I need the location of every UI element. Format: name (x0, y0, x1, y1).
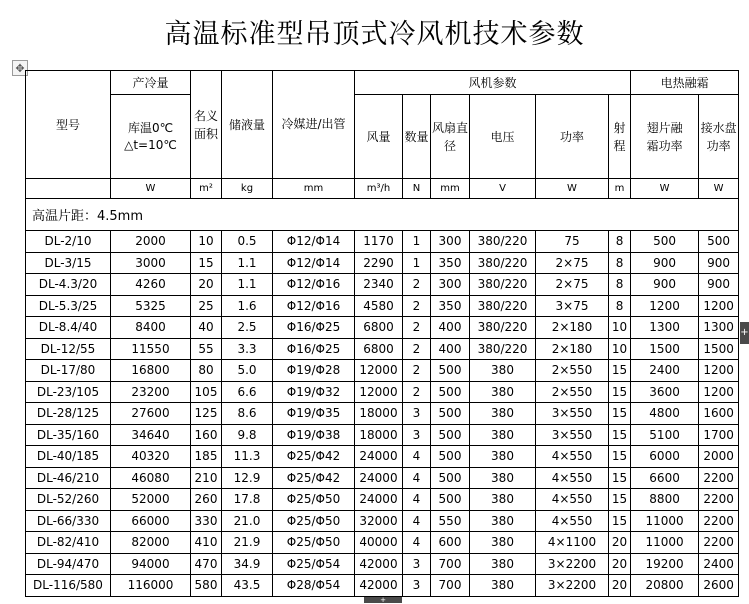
value-cell: 550 (431, 510, 470, 532)
value-cell: 380/220 (470, 295, 536, 317)
add-column-icon[interactable]: + (740, 322, 749, 344)
value-cell: 600 (431, 532, 470, 554)
value-cell: 350 (431, 295, 470, 317)
value-cell: Φ19/Φ35 (273, 403, 355, 425)
value-cell: 900 (699, 274, 739, 296)
value-cell: 470 (191, 553, 222, 575)
value-cell: 2×550 (536, 360, 609, 382)
unit-cell: W (536, 179, 609, 199)
value-cell: 40000 (355, 532, 403, 554)
model-cell: DL-66/330 (26, 510, 111, 532)
value-cell: 500 (699, 231, 739, 253)
value-cell: 300 (431, 231, 470, 253)
table-row (26, 424, 739, 446)
value-cell: Φ19/Φ32 (273, 381, 355, 403)
value-cell: Φ19/Φ28 (273, 360, 355, 382)
value-cell: 4×550 (536, 510, 609, 532)
value-cell: 400 (431, 317, 470, 339)
header-pipe: 冷媒进/出管 (273, 71, 355, 179)
model-cell: DL-8.4/40 (26, 317, 111, 339)
value-cell: 2×75 (536, 252, 609, 274)
value-cell: 34640 (111, 424, 191, 446)
table-row (26, 489, 739, 511)
value-cell: 3000 (111, 252, 191, 274)
value-cell: 19200 (631, 553, 699, 575)
document-title: 高温标准型吊顶式冷风机技术参数 (164, 19, 585, 50)
value-cell: 2200 (699, 510, 739, 532)
value-cell: 2000 (111, 231, 191, 253)
value-cell: 40 (191, 317, 222, 339)
value-cell: 15 (609, 381, 631, 403)
value-cell: 700 (431, 575, 470, 597)
value-cell: 15 (609, 403, 631, 425)
value-cell: 900 (631, 274, 699, 296)
value-cell: 15 (609, 467, 631, 489)
value-cell: 11550 (111, 338, 191, 360)
value-cell: 40320 (111, 446, 191, 468)
value-cell: Φ28/Φ54 (273, 575, 355, 597)
table-row (26, 338, 739, 360)
value-cell: 8400 (111, 317, 191, 339)
value-cell: 6600 (631, 467, 699, 489)
value-cell: 1500 (631, 338, 699, 360)
header-airflow: 风量 (355, 95, 403, 179)
model-cell: DL-40/185 (26, 446, 111, 468)
value-cell: 46080 (111, 467, 191, 489)
header-heat-group: 电热融霜 (631, 71, 739, 95)
unit-cell: W (699, 179, 739, 199)
table-row (26, 446, 739, 468)
value-cell: 12000 (355, 360, 403, 382)
value-cell: 380 (470, 381, 536, 403)
value-cell: Φ25/Φ50 (273, 532, 355, 554)
value-cell: Φ19/Φ38 (273, 424, 355, 446)
value-cell: 3 (403, 575, 431, 597)
value-cell: 6800 (355, 317, 403, 339)
header-fin-defrost: 翅片融霜功率 (631, 95, 699, 179)
value-cell: Φ12/Φ14 (273, 252, 355, 274)
table-row (26, 467, 739, 489)
value-cell: 105 (191, 381, 222, 403)
value-cell: 11.3 (222, 446, 273, 468)
section-label: 高温片距：4.5mm (26, 199, 739, 231)
unit-cell: mm (431, 179, 470, 199)
value-cell: 2400 (631, 360, 699, 382)
value-cell: 185 (191, 446, 222, 468)
value-cell: 380/220 (470, 274, 536, 296)
value-cell: 380 (470, 510, 536, 532)
value-cell: 82000 (111, 532, 191, 554)
value-cell: 410 (191, 532, 222, 554)
value-cell: 15 (609, 360, 631, 382)
header-voltage: 电压 (470, 95, 536, 179)
value-cell: 5100 (631, 424, 699, 446)
value-cell: 2×180 (536, 338, 609, 360)
value-cell: 380 (470, 532, 536, 554)
value-cell: 350 (431, 252, 470, 274)
value-cell: 260 (191, 489, 222, 511)
model-cell: DL-23/105 (26, 381, 111, 403)
header-tray-power: 接水盘功率 (699, 95, 739, 179)
value-cell: 380 (470, 553, 536, 575)
value-cell: Φ16/Φ25 (273, 317, 355, 339)
value-cell: 2.5 (222, 317, 273, 339)
value-cell: 11000 (631, 510, 699, 532)
value-cell: 3×2200 (536, 553, 609, 575)
value-cell: 24000 (355, 467, 403, 489)
value-cell: 8 (609, 295, 631, 317)
table-row (26, 575, 739, 597)
value-cell: 380 (470, 446, 536, 468)
value-cell: Φ25/Φ54 (273, 553, 355, 575)
model-cell: DL-17/80 (26, 360, 111, 382)
value-cell: 500 (431, 360, 470, 382)
value-cell: 24000 (355, 446, 403, 468)
table-body (26, 231, 739, 597)
value-cell: 1300 (699, 317, 739, 339)
table-row (26, 252, 739, 274)
value-cell: 2200 (699, 489, 739, 511)
value-cell: 8.6 (222, 403, 273, 425)
unit-cell: m² (191, 179, 222, 199)
value-cell: 52000 (111, 489, 191, 511)
value-cell: 2 (403, 381, 431, 403)
value-cell: Φ12/Φ16 (273, 274, 355, 296)
value-cell: 1600 (699, 403, 739, 425)
value-cell: 1.6 (222, 295, 273, 317)
header-throw: 射程 (609, 95, 631, 179)
value-cell: Φ16/Φ25 (273, 338, 355, 360)
value-cell: 1700 (699, 424, 739, 446)
value-cell: 9.8 (222, 424, 273, 446)
model-cell: DL-46/210 (26, 467, 111, 489)
value-cell: 4 (403, 446, 431, 468)
value-cell: 2×75 (536, 274, 609, 296)
value-cell: 160 (191, 424, 222, 446)
value-cell: 6800 (355, 338, 403, 360)
value-cell: 3600 (631, 381, 699, 403)
value-cell: 2340 (355, 274, 403, 296)
value-cell: 80 (191, 360, 222, 382)
value-cell: 8800 (631, 489, 699, 511)
value-cell: 15 (191, 252, 222, 274)
value-cell: 2200 (699, 532, 739, 554)
value-cell: 2400 (699, 553, 739, 575)
value-cell: 43.5 (222, 575, 273, 597)
value-cell: Φ25/Φ50 (273, 510, 355, 532)
value-cell: 17.8 (222, 489, 273, 511)
header-volume: 储液量 (222, 71, 273, 179)
value-cell: 900 (699, 252, 739, 274)
value-cell: 1200 (631, 295, 699, 317)
value-cell: 1.1 (222, 252, 273, 274)
value-cell: 55 (191, 338, 222, 360)
value-cell: 12.9 (222, 467, 273, 489)
value-cell: 1300 (631, 317, 699, 339)
value-cell: 125 (191, 403, 222, 425)
value-cell: 8 (609, 231, 631, 253)
value-cell: 3×550 (536, 403, 609, 425)
value-cell: 3×550 (536, 424, 609, 446)
value-cell: 580 (191, 575, 222, 597)
value-cell: 94000 (111, 553, 191, 575)
table-row (26, 274, 739, 296)
value-cell: 1170 (355, 231, 403, 253)
value-cell: 2 (403, 317, 431, 339)
value-cell: 380 (470, 424, 536, 446)
model-cell: DL-52/260 (26, 489, 111, 511)
value-cell: 1200 (699, 295, 739, 317)
table-row (26, 295, 739, 317)
value-cell: 12000 (355, 381, 403, 403)
value-cell: 2 (403, 338, 431, 360)
value-cell: 380 (470, 489, 536, 511)
add-row-icon[interactable]: + (364, 597, 402, 603)
value-cell: 15 (609, 424, 631, 446)
value-cell: 380 (470, 575, 536, 597)
value-cell: 1200 (699, 360, 739, 382)
value-cell: 4 (403, 489, 431, 511)
unit-cell: W (631, 179, 699, 199)
value-cell: 10 (191, 231, 222, 253)
header-fan-diameter: 风扇直径 (431, 95, 470, 179)
section-row (26, 199, 739, 231)
value-cell: 23200 (111, 381, 191, 403)
value-cell: 42000 (355, 575, 403, 597)
value-cell: 1.1 (222, 274, 273, 296)
value-cell: 380 (470, 360, 536, 382)
value-cell: 500 (431, 424, 470, 446)
model-cell: DL-4.3/20 (26, 274, 111, 296)
table-row (26, 317, 739, 339)
value-cell: 2 (403, 274, 431, 296)
header-power: 功率 (536, 95, 609, 179)
table-row (26, 553, 739, 575)
value-cell: 11000 (631, 532, 699, 554)
value-cell: 5325 (111, 295, 191, 317)
value-cell: 2×180 (536, 317, 609, 339)
value-cell: 21.9 (222, 532, 273, 554)
value-cell: 4×550 (536, 467, 609, 489)
model-cell: DL-35/160 (26, 424, 111, 446)
value-cell: Φ12/Φ14 (273, 231, 355, 253)
value-cell: 3 (403, 553, 431, 575)
value-cell: 4×1100 (536, 532, 609, 554)
value-cell: 500 (431, 446, 470, 468)
value-cell: 24000 (355, 489, 403, 511)
header-row-1 (26, 71, 739, 95)
value-cell: 300 (431, 274, 470, 296)
value-cell: Φ25/Φ42 (273, 446, 355, 468)
table-move-handle-icon[interactable]: ✥ (12, 60, 28, 76)
unit-model (26, 179, 111, 199)
value-cell: 3 (403, 424, 431, 446)
value-cell: 380/220 (470, 317, 536, 339)
value-cell: 66000 (111, 510, 191, 532)
value-cell: 4580 (355, 295, 403, 317)
header-row-2 (26, 95, 739, 179)
model-cell: DL-94/470 (26, 553, 111, 575)
value-cell: 4 (403, 467, 431, 489)
value-cell: Φ25/Φ42 (273, 467, 355, 489)
value-cell: 27600 (111, 403, 191, 425)
value-cell: 3×2200 (536, 575, 609, 597)
value-cell: 1500 (699, 338, 739, 360)
value-cell: 5.0 (222, 360, 273, 382)
units-row (26, 179, 739, 199)
value-cell: 34.9 (222, 553, 273, 575)
header-cooling: 产冷量 (111, 71, 191, 95)
value-cell: 6000 (631, 446, 699, 468)
value-cell: 10 (609, 338, 631, 360)
model-cell: DL-12/55 (26, 338, 111, 360)
value-cell: 500 (431, 381, 470, 403)
value-cell: 20 (609, 553, 631, 575)
value-cell: 15 (609, 489, 631, 511)
value-cell: 2 (403, 295, 431, 317)
value-cell: 330 (191, 510, 222, 532)
value-cell: 1200 (699, 381, 739, 403)
value-cell: 42000 (355, 553, 403, 575)
model-cell: DL-82/410 (26, 532, 111, 554)
value-cell: 380/220 (470, 231, 536, 253)
value-cell: 3×75 (536, 295, 609, 317)
value-cell: 20 (191, 274, 222, 296)
value-cell: 18000 (355, 424, 403, 446)
value-cell: 500 (431, 403, 470, 425)
value-cell: 116000 (111, 575, 191, 597)
model-cell: DL-28/125 (26, 403, 111, 425)
value-cell: 8 (609, 252, 631, 274)
header-qty: 数量 (403, 95, 431, 179)
value-cell: 2 (403, 360, 431, 382)
model-cell: DL-2/10 (26, 231, 111, 253)
table-row (26, 403, 739, 425)
value-cell: 4×550 (536, 446, 609, 468)
value-cell: 380/220 (470, 252, 536, 274)
value-cell: 4800 (631, 403, 699, 425)
value-cell: Φ25/Φ50 (273, 489, 355, 511)
value-cell: 500 (631, 231, 699, 253)
value-cell: 4260 (111, 274, 191, 296)
value-cell: 500 (431, 489, 470, 511)
value-cell: 16800 (111, 360, 191, 382)
unit-cell: m (609, 179, 631, 199)
model-cell: DL-116/580 (26, 575, 111, 597)
unit-cell: mm (273, 179, 355, 199)
value-cell: 2×550 (536, 381, 609, 403)
value-cell: 21.0 (222, 510, 273, 532)
value-cell: 380/220 (470, 338, 536, 360)
value-cell: 400 (431, 338, 470, 360)
header-area: 名义面积 (191, 71, 222, 179)
model-cell: DL-5.3/25 (26, 295, 111, 317)
value-cell: 2290 (355, 252, 403, 274)
value-cell: 15 (609, 510, 631, 532)
model-cell: DL-3/15 (26, 252, 111, 274)
unit-cell: kg (222, 179, 273, 199)
value-cell: 2600 (699, 575, 739, 597)
table-row (26, 532, 739, 554)
value-cell: 18000 (355, 403, 403, 425)
value-cell: 3 (403, 403, 431, 425)
header-cooling-condition: 库温0℃ △t=10℃ (111, 95, 191, 179)
value-cell: 20 (609, 532, 631, 554)
value-cell: 6.6 (222, 381, 273, 403)
table-row (26, 381, 739, 403)
table-row (26, 231, 739, 253)
value-cell: 75 (536, 231, 609, 253)
value-cell: 1 (403, 252, 431, 274)
value-cell: Φ12/Φ16 (273, 295, 355, 317)
value-cell: 15 (609, 446, 631, 468)
value-cell: 4 (403, 510, 431, 532)
value-cell: 380 (470, 467, 536, 489)
value-cell: 900 (631, 252, 699, 274)
value-cell: 2200 (699, 467, 739, 489)
value-cell: 25 (191, 295, 222, 317)
value-cell: 8 (609, 274, 631, 296)
value-cell: 500 (431, 467, 470, 489)
value-cell: 32000 (355, 510, 403, 532)
unit-cell: V (470, 179, 536, 199)
value-cell: 3.3 (222, 338, 273, 360)
value-cell: 2000 (699, 446, 739, 468)
value-cell: 0.5 (222, 231, 273, 253)
value-cell: 700 (431, 553, 470, 575)
value-cell: 4 (403, 532, 431, 554)
unit-cell: m³/h (355, 179, 403, 199)
unit-cell: W (111, 179, 191, 199)
value-cell: 210 (191, 467, 222, 489)
value-cell: 10 (609, 317, 631, 339)
value-cell: 4×550 (536, 489, 609, 511)
header-fan-group: 风机参数 (355, 71, 631, 95)
value-cell: 20800 (631, 575, 699, 597)
unit-cell: N (403, 179, 431, 199)
table-row (26, 510, 739, 532)
table-row (26, 360, 739, 382)
spec-table (25, 70, 739, 597)
header-model: 型号 (26, 71, 111, 179)
value-cell: 1 (403, 231, 431, 253)
value-cell: 380 (470, 403, 536, 425)
value-cell: 20 (609, 575, 631, 597)
